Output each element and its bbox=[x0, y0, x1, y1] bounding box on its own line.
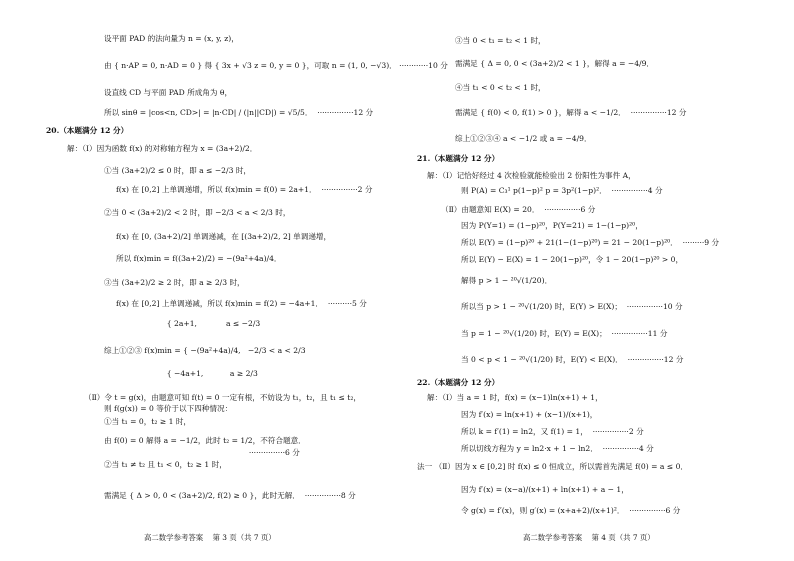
piecewise-row: { −4a+1, a ≥ 2/3 bbox=[104, 369, 258, 378]
problem-heading: 20.（本题满分 12 分） bbox=[46, 126, 129, 135]
problem-heading: 22.（本题满分 12 分） bbox=[417, 378, 500, 387]
text-line: ③当 0 < t₁ = t₂ < 1 时， bbox=[455, 36, 546, 45]
page-footer: 高二数学参考答案 第 4 页（共 7 页） bbox=[523, 533, 655, 542]
text-line: 当 p = 1 − ²⁰√(1/20) 时，E(Y) = E(X)； ···············11 分 bbox=[461, 329, 668, 338]
text-line: 需满足 { f(0) < 0, f(1) > 0 }，解得 a < −1/2． ···············12 分 bbox=[455, 108, 687, 117]
text-line: f(x) 在 [0,2] 上单调递减，所以 f(x)min = f(2) = −4a+1． ··········5 分 bbox=[116, 299, 367, 308]
text-line: （Ⅱ）令 t = g(x)，由题意可知 f(t) = 0 一定有根，不妨设为 t₁，t₂，且 t₁ ≤ t₂， bbox=[84, 393, 361, 402]
text-line: 解得 p > 1 − ²⁰√(1/20)． bbox=[461, 276, 553, 285]
text-line: 综上①②③④ a < −1/2 或 a = −4/9． bbox=[455, 134, 592, 143]
text-line: 当 0 < p < 1 − ²⁰√(1/20) 时，E(Y) < E(X)． ···············12 分 bbox=[461, 355, 684, 364]
text-line: 所以 sinθ = |cos<n, CD>| = |n·CD| / (|n||CD|) = √5/5． ···············12 分 bbox=[104, 108, 374, 117]
problem-heading: 21.（本题满分 12 分） bbox=[417, 154, 500, 163]
text-line: 则 P(A) = C₃¹ p(1−p)² p = 3p²(1−p)²． ···············4 分 bbox=[461, 186, 663, 195]
text-line: ①当 t₁ = 0，t₂ ≥ 1 时， bbox=[104, 417, 192, 426]
text-line: 需满足 { Δ = 0, 0 < (3a+2)/2 < 1 }，解得 a = −4/9． bbox=[455, 59, 655, 68]
piecewise-row: 综上①②③ f(x)min = { −(9a²+4a)/4, −2/3 < a < 2/3 bbox=[104, 346, 306, 355]
right-page bbox=[397, 0, 794, 561]
text-line: 由 { n·AP = 0, n·AD = 0 } 得 { 3x + √3 z = 0, y = 0 }，可取 n = (1, 0, −√3)． ············10 分 bbox=[104, 61, 448, 70]
text-line: 因为 f′(x) = ln(x+1) + (x−1)/(x+1)， bbox=[461, 410, 598, 419]
text-line: ②当 0 < (3a+2)/2 < 2 时，即 −2/3 < a < 2/3 时， bbox=[104, 208, 291, 217]
text-line: 解：（Ⅰ）记恰好经过 4 次检验就能检验出 2 份阳性为事件 A， bbox=[427, 171, 636, 180]
text-line: 由 f(0) = 0 解得 a = −1/2，此时 t₂ = 1/2，不符合题意． bbox=[104, 436, 306, 445]
text-line: 所以 E(Y) = (1−p)²⁰ + 21(1−(1−p)²⁰) = 21 − 20(1−p)²⁰． ·········9 分 bbox=[461, 238, 720, 247]
text-line: 则 f(g(x)) = 0 等价于以下四种情况： bbox=[104, 404, 233, 413]
text-line: 因为 f′(x) = (x−a)/(x+1) + ln(x+1) + a − 1， bbox=[461, 485, 629, 494]
text-line: （Ⅱ）由题意知 E(X) = 20． ···············6 分 bbox=[441, 205, 596, 214]
text-line: 所以切线方程为 y = ln2·x + 1 − ln2． ···············4 分 bbox=[461, 444, 654, 453]
text-line: 所以 E(Y) − E(X) = 1 − 20(1−p)²⁰，令 1 − 20(1−p)²⁰ > 0， bbox=[461, 255, 684, 264]
text-line: 法一 （Ⅱ）因为 x ∈ [0,2] 时 f(x) ≤ 0 恒成立，所以需首先满足 f(0) = a ≤ 0． bbox=[417, 462, 689, 471]
text-line: 所以当 p > 1 − ²⁰√(1/20) 时，E(Y) > E(X)； ···············10 分 bbox=[461, 302, 683, 311]
text-line: 所以 k = f′(1) = ln2，又 f(1) = 1， ···············2 分 bbox=[461, 427, 644, 436]
text-line: 解：（Ⅰ）当 a = 1 时，f(x) = (x−1)ln(x+1) + 1， bbox=[427, 393, 603, 402]
text-line: ①当 (3a+2)/2 ≤ 0 时，即 a ≤ −2/3 时， bbox=[104, 166, 252, 175]
text-line: ③当 (3a+2)/2 ≥ 2 时，即 a ≥ 2/3 时， bbox=[104, 278, 245, 287]
piecewise-row: { 2a+1, a ≤ −2/3 bbox=[104, 319, 261, 328]
text-line: f(x) 在 [0,2] 上单调递增，所以 f(x)min = f(0) = 2a+1． ···············2 分 bbox=[116, 185, 373, 194]
text-line: 解：（Ⅰ）因为函数 f(x) 的对称轴方程为 x = (3a+2)/2． bbox=[67, 144, 258, 153]
text-line: f(x) 在 [0, (3a+2)/2] 单调递减，在 [(3a+2)/2, 2] 单调递增， bbox=[116, 232, 332, 241]
text-line: 需满足 { Δ > 0, 0 < (3a+2)/2, f(2) ≥ 0 }，此时无解． ···············8 分 bbox=[104, 491, 356, 500]
text-line: ···············6 分 bbox=[104, 448, 300, 457]
text-line: 因为 P(Y=1) = (1−p)²⁰，P(Y=21) = 1−(1−p)²⁰， bbox=[461, 221, 643, 230]
text-line: 令 g(x) = f′(x)，则 g′(x) = (x+a+2)/(x+1)²． ···············6 分 bbox=[461, 506, 681, 515]
text-line: 所以 f(x)min = f((3a+2)/2) = −(9a²+4a)/4． bbox=[116, 254, 282, 263]
text-line: 设直线 CD 与平面 PAD 所成角为 θ， bbox=[104, 88, 233, 97]
text-line: ④当 t₁ < 0 < t₂ < 1 时， bbox=[455, 83, 546, 92]
page-footer: 高二数学参考答案 第 3 页（共 7 页） bbox=[144, 533, 276, 542]
text-line: 设平面 PAD 的法向量为 n = (x, y, z)， bbox=[104, 34, 239, 43]
text-line: ②当 t₁ ≠ t₂ 且 t₁ < 0，t₂ ≥ 1 时， bbox=[104, 460, 227, 469]
